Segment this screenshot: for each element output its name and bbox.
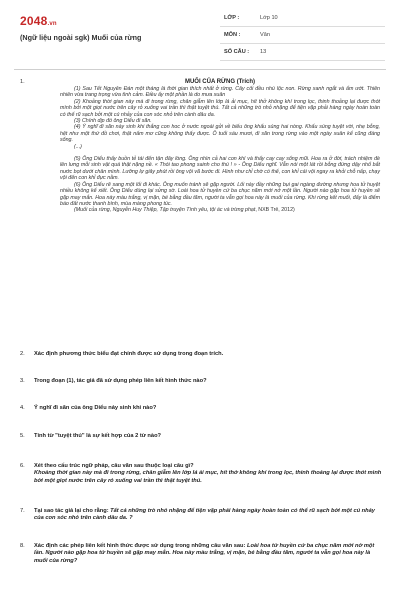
- passage-source: [60, 207, 380, 213]
- question-number: 1.: [20, 79, 25, 85]
- passage-ellipsis: (...): [74, 143, 82, 150]
- reading-passage: [60, 79, 380, 214]
- question-text: [34, 543, 382, 565]
- passage-title: MUỐI CỦA RỪNG (Trích): [184, 79, 256, 85]
- passage-paragraph-4: (4) Ý nghĩ đi săn này sinh khi thắng con hoc ở nước ngoài gửi về biếu ông khẩu súng hai nòng. Khẩu súng tuyệt vời, nhẹ bỗng, hệt như một thứ đồ chơi, thật nấm mơ cũng không thấy được. Ô tuổi sáu mươi, đi săn trong rừng vào một ngày xuân kể cũng đáng sống.: [60, 124, 380, 144]
- question-text: [34, 463, 382, 485]
- header-divider: [14, 69, 386, 70]
- passage-paragraph-1: (1) Sau Tết Nguyên Đán một tháng là thời gian thích nhất ở rừng. Cây cối đều nhú lộc non. Rừng xanh ngắt và ẩm ướt. Thiên nhiên vừa trang trọng vừa tình cảm. Điều ấy một phần là do mưa xuân: [60, 86, 380, 99]
- question-number: 6.: [20, 463, 25, 469]
- question-text: Tính từ "tuyệt thú" là sự kết hợp của 2 từ nào?: [34, 433, 162, 439]
- question-quote: Loài hoa tử huyền cứ ba chục năm mới nở một lần. Người nào gặp hoa tử huyền sẽ gặp may mắn. Hoa này màu trắng, vị mặn, bé bằng đầu tăm, người ta vẫn gọi hoa này là muối của rừng?: [34, 543, 375, 564]
- passage-paragraph-6: (6) Ông Diểu rẽ sang một lối đi khác. Ông muốn tránh sẽ gặp người. Lối này đầy những bụi gai ngàng đường nhưng hoa tử huyệt nhiều không kể xiết. Ông Diểu dùng lại sửng sờ. Loài hoa tử huyền cứ ba chục năm mới nở một lần. Người nào gặp hoa tử huyền sẽ gặp may mắn. Hoa này màu trắng, vị mặn, bé bằng đầu tăm, người ta vẫn gọi hoa này là muối của rừng. Khi rừng kết muối, đấy là điểm báo đất nước thanh bình, mùa màng phong túc.: [60, 181, 380, 207]
- question-number: 8.: [20, 543, 25, 549]
- question-prompt: Xét theo cấu trúc ngữ pháp, câu văn sau thuộc loại câu gì?: [34, 463, 194, 469]
- passage-paragraph-5: (5) Ông Diểu thấy buồn tẻ tái đến tận đây lòng. Ông nhìn cả hai con khí và thấy cay cay sống mũi. Hoa ra ở đời, trách nhiệm đè lên lưng mỗi sinh vật quá thật nặng nề. « Thói tao phong sainh cho thú ! » - Ông Diểu nghĩ. Vẫn nói một lát rồi bỗng đứng dậy nhổ bắt nước bọt dưới chân mình. Lưỡng lự giây phút rồi ông vội vã bước đi. Hình như chỉ chờ có thế, con khỉ cái vội ngay ra khỏi chỗ nấp, chạy vội đến con khỉ đực nằm.: [60, 156, 380, 182]
- question-number: 2.: [20, 351, 25, 357]
- meta-row-subject: [220, 27, 385, 44]
- question-prompt: Tại sao tác giả lại cho rằng:: [34, 508, 111, 514]
- source-author: (Muối của rừng, Nguyễn Huy Thiệp, Tập truyện: [74, 207, 187, 214]
- document-title: (Ngữ liệu ngoài sgk) Muối của rừng: [20, 33, 142, 42]
- meta-key: MÔN :: [224, 32, 241, 38]
- question-number: 7.: [20, 508, 25, 514]
- question-quote: Tất cả những trò nhỏ nhặng để tiện vặp phải hàng ngày hoàn toàn có thể rũ sạch bởi một cú nhảy của con sóc nhỏ trên cành dâu da. ?: [34, 508, 375, 522]
- site-logo[interactable]: [20, 14, 57, 28]
- question-text: Ý nghĩ đi săn của ông Diểu nảy sinh khi nào?: [34, 405, 157, 411]
- meta-key: SỐ CÂU :: [224, 49, 250, 55]
- question-number: 5.: [20, 433, 25, 439]
- question-prompt: Xác định các phép liên kết hình thức được sử dụng trong những câu văn sau:: [34, 543, 247, 549]
- passage-paragraph-3: (3) Chính dịp đó ông Diểu đi săn.: [74, 118, 152, 125]
- meta-value: Lớp 10: [260, 15, 278, 21]
- source-publisher: , NXB Trẻ, 2012): [255, 207, 295, 214]
- source-book: Tình yêu, tội ác và trừng phạt: [186, 207, 256, 214]
- logo-text: 2048: [20, 14, 48, 28]
- question-number: 4.: [20, 405, 25, 411]
- meta-row-class: [220, 10, 385, 27]
- passage-paragraph-2: (2) Khoảng thời gian này mà đi trong rừng, chân giẫm lên lớp lá ải mục, hít thở không khí trong lọc, thinh thoảng lại được thót mình bởi một giọt nước trên cây rỏ xuống vai trần thì thật tuyệt thú. Tất cả những trò nhỏ nhặng để tiện vặp phải hàng ngày hoàn toàn có thể rũ sạch bởi một cú nhảy của con sóc nhỏ trên cành dâu da.: [60, 98, 380, 118]
- meta-row-count: [220, 44, 385, 61]
- question-text: [34, 508, 382, 523]
- meta-table: [220, 10, 385, 61]
- meta-key: LỚP :: [224, 15, 240, 21]
- question-text: Trong đoạn (1), tác giả đã sử dụng phép liên kết hình thức nào?: [34, 378, 207, 384]
- meta-value: 13: [260, 49, 267, 55]
- logo-suffix: .vn: [47, 21, 57, 27]
- question-text: Xác định phương thức biểu đạt chính được sử dụng trong đoạn trích.: [34, 351, 224, 357]
- question-quote: Khoảng thời gian này mà đi trong rừng, chân giẫm lên lớp lá ải mục, hít thở không khí trong lọc, thinh thoảng lại được thót mình bởi một giọt nước trên cây rỏ xuống vai trần thì thật tuyệt thú.: [34, 470, 382, 484]
- meta-value: Văn: [260, 32, 270, 38]
- question-number: 3.: [20, 378, 25, 384]
